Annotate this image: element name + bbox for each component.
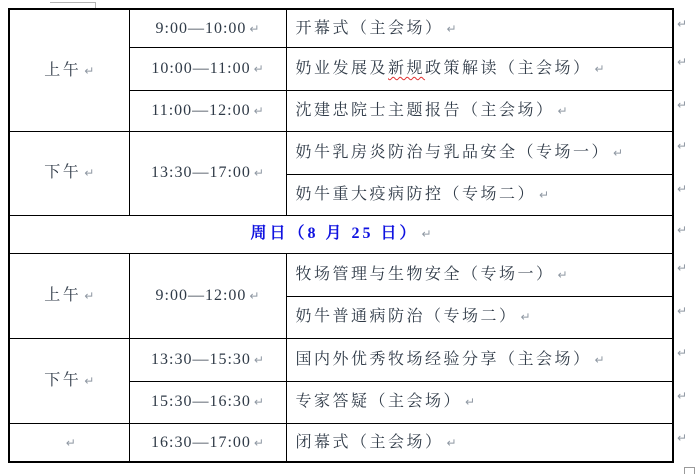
end-of-row-mark: ↵: [677, 223, 688, 237]
session-cell[interactable]: [286, 90, 673, 131]
table-row: [9, 423, 673, 462]
paragraph-mark: ↵: [253, 395, 264, 410]
empty-period-cell[interactable]: [9, 423, 129, 462]
session-title: 牧场管理与生物安全（专场一）: [295, 265, 555, 283]
end-of-row-mark: ↵: [677, 304, 688, 318]
table-row: [9, 215, 673, 253]
time-cell[interactable]: [129, 381, 286, 423]
end-of-row-mark: ↵: [677, 55, 688, 69]
end-of-row-mark: ↵: [677, 182, 688, 196]
session-cell[interactable]: [286, 9, 673, 47]
time-label: 9:00—10:00: [155, 19, 247, 37]
period-label: 下午: [44, 371, 82, 389]
end-of-row-mark: ↵: [677, 98, 688, 112]
table-row: [9, 131, 673, 174]
session-cell[interactable]: [286, 423, 673, 462]
table-resize-handle[interactable]: [684, 467, 695, 474]
session-title: 沈建忠院士主题报告（主会场）: [295, 101, 555, 119]
paragraph-mark: ↵: [249, 288, 260, 303]
paragraph-mark: ↵: [253, 352, 264, 367]
session-cell[interactable]: [286, 131, 673, 174]
session-title-pre: 奶业发展及: [295, 59, 389, 77]
time-label: 13:30—15:30: [151, 350, 251, 368]
end-of-row-mark: ↵: [677, 139, 688, 153]
paragraph-mark: ↵: [446, 435, 457, 450]
time-cell[interactable]: [129, 47, 286, 90]
paragraph-mark: ↵: [84, 373, 95, 388]
time-label: 16:30—17:00: [151, 433, 251, 451]
end-of-row-mark: ↵: [677, 346, 688, 360]
period-label: 上午: [44, 286, 82, 304]
table-row: [9, 253, 673, 296]
time-label: 15:30—16:30: [151, 393, 251, 411]
session-title: 奶牛重大疫病防控（专场二）: [295, 185, 537, 203]
paragraph-mark: ↵: [253, 166, 264, 181]
time-cell[interactable]: [129, 338, 286, 381]
table-row: [9, 9, 673, 47]
time-label: 11:00—12:00: [151, 101, 251, 119]
period-cell-sun-afternoon[interactable]: [9, 338, 129, 423]
paragraph-mark: ↵: [594, 352, 605, 367]
paragraph-mark: ↵: [65, 435, 76, 450]
session-cell[interactable]: [286, 174, 673, 215]
paragraph-mark: ↵: [253, 435, 264, 450]
time-cell[interactable]: [129, 90, 286, 131]
sunday-header-label: 周日（8 月 25 日）: [250, 225, 419, 243]
time-label: 10:00—11:00: [151, 59, 251, 77]
time-cell[interactable]: [129, 9, 286, 47]
paragraph-mark: ↵: [557, 103, 568, 118]
table-row: [9, 338, 673, 381]
session-title: 专家答疑（主会场）: [295, 393, 463, 411]
time-cell[interactable]: [129, 131, 286, 215]
paragraph-mark: ↵: [594, 61, 605, 76]
end-of-row-mark: ↵: [677, 17, 688, 31]
session-cell[interactable]: [286, 296, 673, 338]
paragraph-mark: ↵: [520, 310, 531, 325]
session-title-post: 政策解读（主会场）: [425, 59, 592, 77]
spellcheck-flagged-text: 新规: [388, 59, 426, 77]
time-label: 9:00—12:00: [155, 286, 247, 304]
paragraph-mark: ↵: [84, 63, 95, 78]
period-cell-sun-morning[interactable]: [9, 253, 129, 338]
session-title: 国内外优秀牧场经验分享（主会场）: [295, 350, 592, 368]
paragraph-mark: ↵: [253, 103, 264, 118]
session-cell[interactable]: [286, 381, 673, 423]
end-of-row-mark: ↵: [677, 261, 688, 275]
session-cell[interactable]: [286, 253, 673, 296]
paragraph-mark: ↵: [249, 21, 260, 36]
session-cell[interactable]: [286, 338, 673, 381]
session-cell[interactable]: [286, 47, 673, 90]
end-of-row-mark: ↵: [677, 389, 688, 403]
paragraph-mark: ↵: [84, 166, 95, 181]
session-title: 奶牛乳房炎防治与乳品安全（专场一）: [295, 143, 611, 161]
period-cell-sat-afternoon[interactable]: [9, 131, 129, 215]
period-label: 上午: [44, 61, 82, 79]
paragraph-mark: ↵: [557, 267, 568, 282]
sunday-header-cell[interactable]: [9, 215, 673, 253]
paragraph-mark: ↵: [465, 395, 476, 410]
paragraph-mark: ↵: [253, 61, 264, 76]
paragraph-mark: ↵: [446, 21, 457, 36]
period-label: 下午: [44, 164, 82, 182]
session-title: 开幕式（主会场）: [295, 19, 444, 37]
schedule-table: [8, 8, 674, 463]
period-cell-sat-morning[interactable]: [9, 9, 129, 131]
session-title: 闭幕式（主会场）: [295, 433, 444, 451]
paragraph-mark: ↵: [421, 227, 432, 242]
paragraph-mark: ↵: [539, 187, 550, 202]
time-label: 13:30—17:00: [151, 164, 251, 182]
session-title: 奶牛普通病防治（专场二）: [295, 308, 518, 326]
paragraph-mark: ↵: [613, 145, 624, 160]
time-cell[interactable]: [129, 423, 286, 462]
end-of-row-mark: ↵: [677, 431, 688, 445]
time-cell[interactable]: [129, 253, 286, 338]
paragraph-mark: ↵: [84, 288, 95, 303]
